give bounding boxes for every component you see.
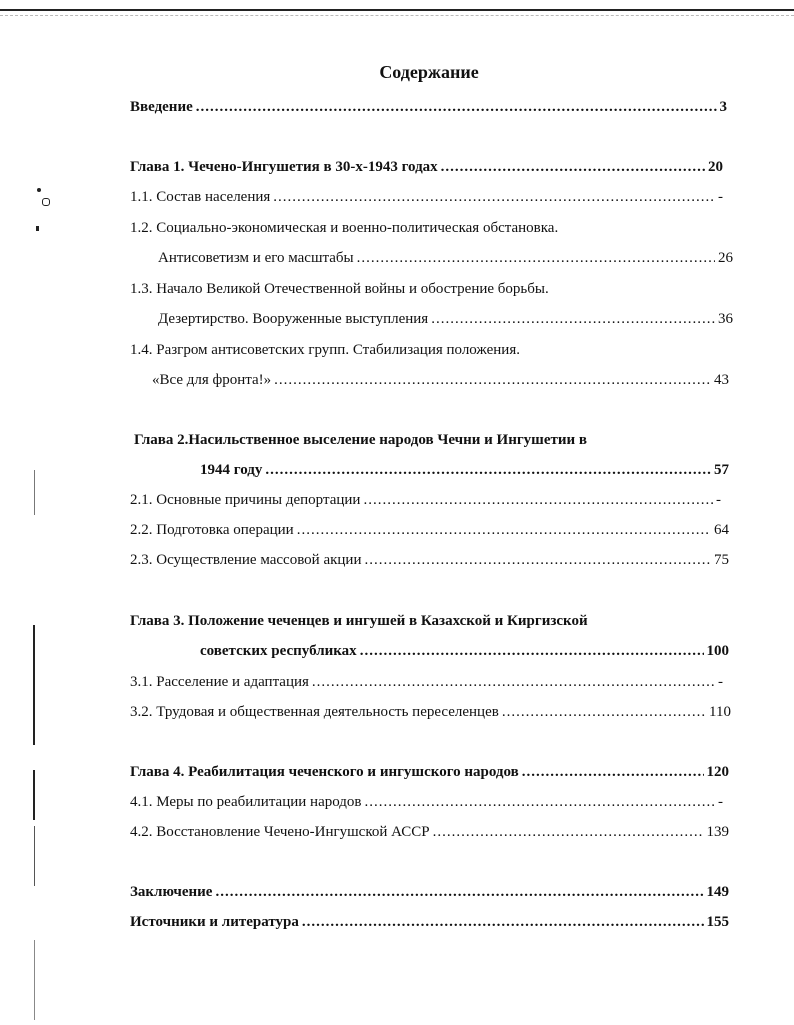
toc-entry-2-3: [130, 550, 729, 570]
toc-page-number: 149: [706, 884, 729, 900]
scan-margin-line: [34, 826, 35, 886]
scan-margin-line: [34, 940, 35, 1020]
toc-page-number: 155: [706, 914, 729, 930]
toc-page-number: 100: [706, 643, 729, 659]
toc-label: 1944 году: [200, 462, 263, 478]
toc-label: 2.3. Осуществление массовой акции: [130, 552, 362, 568]
toc-entry-2-1: [130, 490, 721, 510]
toc-entry-3-1: [130, 672, 723, 692]
toc-entry-chapter-1: [130, 157, 723, 177]
toc-page-number: 120: [706, 764, 729, 780]
toc-label: Антисоветизм и его масштабы: [158, 250, 354, 266]
toc-label: 4.1. Меры по реабилитации народов: [130, 794, 362, 810]
toc-page-number: 20: [708, 159, 723, 175]
toc-page-number: 43: [714, 372, 729, 388]
toc-entry-1-4-line1: 1.4. Разгром антисоветских групп. Стабилизация положения.: [130, 342, 520, 358]
toc-entry-1-2: [158, 248, 733, 268]
toc-label: «Все для фронта!»: [152, 372, 272, 388]
toc-label: 3.1. Расселение и адаптация: [130, 674, 309, 690]
toc-entry-chapter-4: [130, 762, 729, 782]
toc-page-number: 139: [706, 824, 729, 840]
scan-margin-line: [33, 770, 35, 820]
toc-entry-intro: [130, 97, 727, 117]
toc-label: 2.2. Подготовка операции: [130, 522, 294, 538]
toc-page-number: 57: [714, 462, 729, 478]
scan-margin-line: [33, 625, 35, 745]
toc-label: Заключение: [130, 884, 213, 900]
toc-page-number: 36: [718, 311, 733, 327]
toc-entry-chapter-3: [200, 641, 729, 661]
scan-speck: [37, 188, 41, 192]
toc-label: Глава 4. Реабилитация чеченского и ингушского народов: [130, 764, 519, 780]
scan-dashed-rule: [0, 15, 794, 16]
toc-page-number: 110: [709, 704, 731, 720]
toc-label: 2.1. Основные причины депортации: [130, 492, 361, 508]
toc-label: 4.2. Восстановление Чечено-Ингушской АССР: [130, 824, 430, 840]
toc-entry-chapter-3-line1: Глава 3. Положение чеченцев и ингушей в Казахской и Киргизской: [130, 613, 588, 629]
toc-entry-1-3: [158, 309, 733, 329]
toc-page-number: -: [718, 189, 723, 205]
scan-speck: [42, 198, 50, 206]
toc-entry-1-3-line1: 1.3. Начало Великой Отечественной войны и обострение борьбы.: [130, 281, 549, 297]
scan-margin-line: [34, 470, 35, 515]
toc-entry-conclusion: [130, 882, 729, 902]
toc-page-number: -: [718, 794, 723, 810]
toc-entry-1-1: [130, 187, 723, 207]
toc-page-number: 3: [719, 99, 727, 115]
toc-label: 3.2. Трудовая и общественная деятельность переселенцев: [130, 704, 499, 720]
toc-label: Введение: [130, 99, 193, 115]
toc-entry-3-2: [130, 702, 731, 722]
toc-label: Источники и литература: [130, 914, 299, 930]
toc-page-number: -: [716, 492, 721, 508]
toc-entry-chapter-2: [200, 460, 729, 480]
toc-label: 1.1. Состав населения: [130, 189, 271, 205]
toc-label: Глава 1. Чечено-Ингушетия в 30-х-1943 годах: [130, 159, 438, 175]
toc-entry-4-1: [130, 792, 723, 812]
scan-speck: [36, 226, 39, 231]
toc-entry-2-2: [130, 520, 729, 540]
toc-page-number: 26: [718, 250, 733, 266]
toc-entry-1-4: [152, 370, 729, 390]
toc-page-number: 64: [714, 522, 729, 538]
toc-entry-sources: [130, 912, 729, 932]
toc-entry-1-2-line1: 1.2. Социально-экономическая и военно-политическая обстановка.: [130, 220, 559, 236]
toc-entry-4-2: [130, 822, 729, 842]
page-title: Содержание: [379, 62, 479, 82]
toc-entry-chapter-2-line1: Глава 2.Насильственное выселение народов Чечни и Ингушетии в: [134, 432, 587, 448]
toc-page-number: -: [718, 674, 723, 690]
toc-label: Дезертирство. Вооруженные выступления: [158, 311, 429, 327]
scan-top-rule: [0, 9, 794, 11]
toc-label: советских республиках: [200, 643, 357, 659]
toc-page-number: 75: [714, 552, 729, 568]
